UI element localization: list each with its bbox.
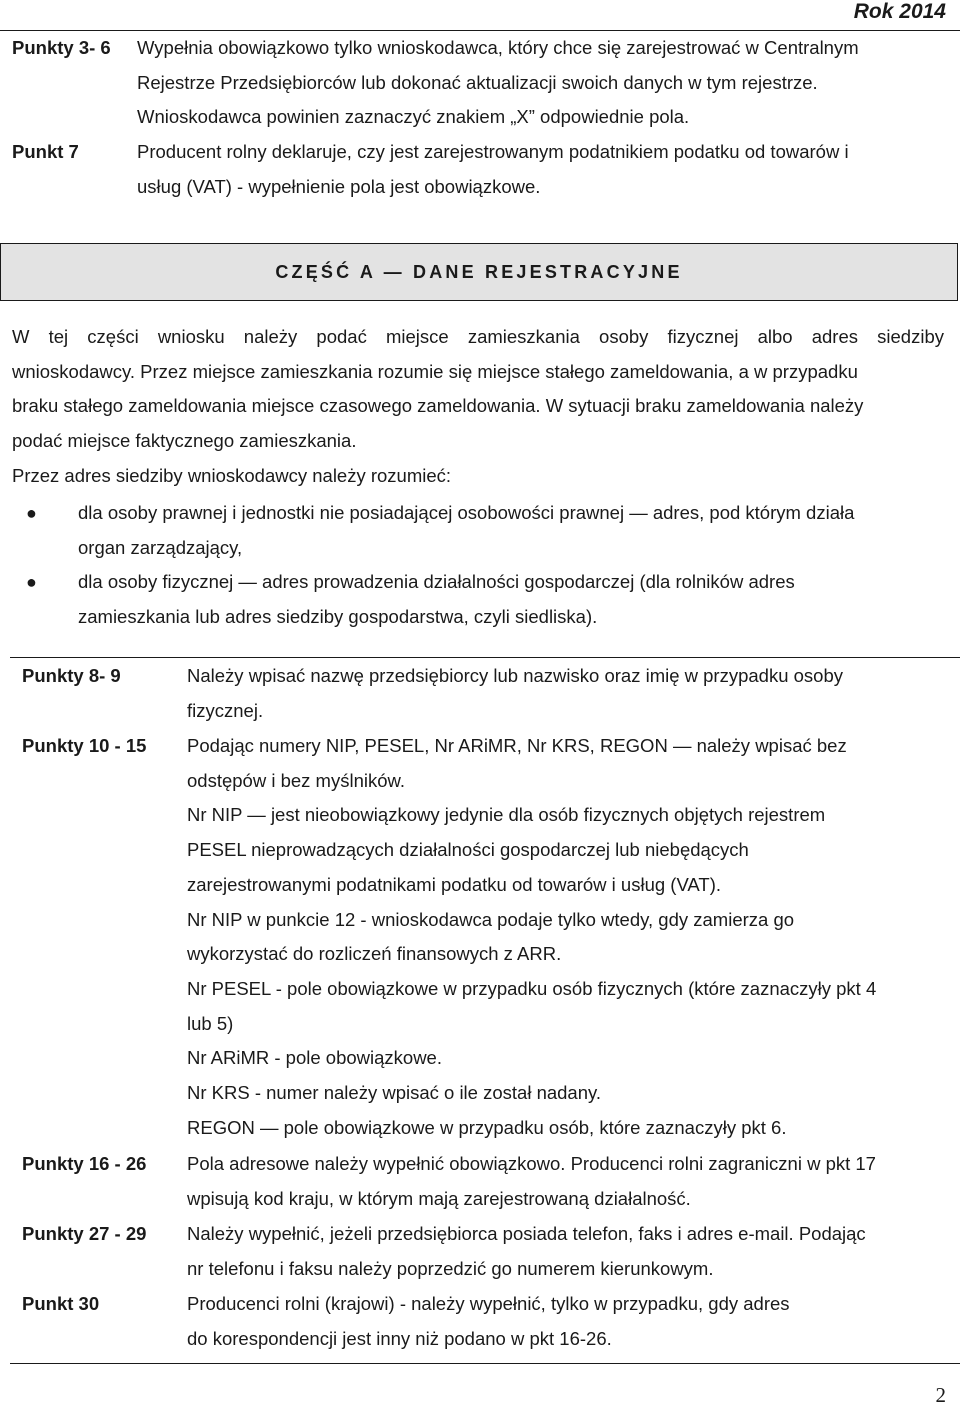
list-item (12, 565, 944, 634)
text-line: dla osoby fizycznej — adres prowadzenia działalności gospodarczej (dla rolników adres (78, 571, 795, 593)
text-line: podać miejsce faktycznego zamieszkania. (12, 430, 357, 452)
row-label: Punkty 27 - 29 (22, 1223, 147, 1244)
text-line: Pola adresowe należy wypełnić obowiązkowo. Producenci rolni zagraniczni w pkt 17 (187, 1153, 876, 1174)
text-line: REGON — pole obowiązkowe w przypadku osób, które zaznaczyły pkt 6. (187, 1116, 787, 1138)
text-line: Nr NIP w punkcie 12 - wnioskodawca podaje tylko wtedy, gdy zamierza go (187, 908, 795, 930)
text-line: fizycznej. (187, 699, 264, 721)
text-line: Podając numery NIP, PESEL, Nr ARiMR, Nr KRS, REGON — należy wpisać bez (187, 735, 847, 756)
row-text (187, 729, 941, 1145)
text-line: wpisują kod kraju, w którym mają zarejestrowaną działalność. (187, 1187, 691, 1209)
section-title: CZĘŚĆ A — DANE REJESTRACYJNE (275, 261, 683, 282)
text-line: wnioskodawcy. Przez miejsce zamieszkania rozumie się miejsce stałego zameldowania, a w przypadku (12, 360, 858, 382)
text-line: Producent rolny deklaruje, czy jest zarejestrowanym podatnikiem podatku od towarów i (137, 141, 849, 162)
text-line: nr telefonu i faksu należy poprzedzić go numerem kierunkowym. (187, 1257, 714, 1279)
text-line: organ zarządzający, (78, 536, 243, 558)
text-line: Wnioskodawca powinien zaznaczyć znakiem „X” odpowiednie pola. (137, 106, 690, 127)
page-number: 2 (935, 1383, 946, 1407)
row-label: Punkty 10 - 15 (22, 735, 147, 756)
bullet-icon: ● (26, 572, 37, 593)
row-text (137, 135, 941, 204)
text-line: dla osoby prawnej i jednostki nie posiadającej osobowości prawnej — adres, pod którym działa (78, 502, 855, 523)
text-line: PESEL nieprowadzących działalności gospodarczej lub niebędących (187, 839, 749, 861)
section-header-box (0, 243, 958, 301)
list-item (12, 496, 944, 565)
row-text (137, 31, 941, 135)
text-line: Nr PESEL - pole obowiązkowe w przypadku osób fizycznych (które zaznaczyły pkt 4 (187, 977, 877, 999)
text-line: Nr KRS - numer należy wpisać o ile został nadany. (187, 1082, 602, 1104)
text-line: Rejestrze Przedsiębiorców lub dokonać aktualizacji swoich danych w tym rejestrze. (137, 71, 818, 93)
row-label: Punkty 16 - 26 (22, 1153, 147, 1174)
text-line: Należy wypełnić, jeżeli przedsiębiorca posiada telefon, faks i adres e-mail. Podając (187, 1223, 866, 1244)
table-bottom-rule (10, 1363, 960, 1364)
text-line: wykorzystać do rozliczeń finansowych z ARR. (187, 943, 562, 965)
row-text (187, 1217, 941, 1286)
row-text (187, 1147, 941, 1216)
text-line: Nr NIP — jest nieobowiązkowy jedynie dla osób fizycznych objętych rejestrem (187, 804, 826, 826)
row-label: Punkt 30 (22, 1293, 100, 1314)
text-line: W tej części wniosku należy podać miejsce zamieszkania osoby fizycznej albo adres siedziby (12, 326, 944, 347)
bullet-icon: ● (26, 503, 37, 523)
row-text (187, 1287, 941, 1356)
row-label: Punkty 3- 6 (12, 37, 111, 58)
address-bullet-list (12, 496, 944, 635)
text-line: lub 5) (187, 1012, 234, 1034)
text-line: zamieszkania lub adres siedziby gospodarstwa, czyli siedliska). (78, 606, 598, 628)
text-line: usług (VAT) - wypełnienie pola jest obowiązkowe. (137, 175, 541, 197)
text-line: do korespondencji jest inny niż podano w pkt 16-26. (187, 1327, 612, 1349)
text-line: Producenci rolni (krajowi) - należy wypełnić, tylko w przypadku, gdy adres (187, 1293, 790, 1314)
row-label: Punkt 7 (12, 141, 79, 162)
text-line: Przez adres siedziby wnioskodawcy należy rozumieć: (12, 464, 452, 486)
text-line: zarejestrowanymi podatnikami podatku od towarów i usług (VAT). (187, 873, 721, 895)
document-year: Rok 2014 (853, 0, 946, 23)
row-label: Punkty 8- 9 (22, 665, 121, 686)
text-line: braku stałego zameldowania miejsce czasowego zameldowania. W sytuacji braku zameldowania należy (12, 395, 864, 417)
row-text (187, 659, 941, 728)
text-line: Wypełnia obowiązkowo tylko wnioskodawca, który chce się zarejestrować w Centralnym (137, 37, 859, 58)
intro-paragraph (12, 320, 944, 494)
text-line: odstępów i bez myślników. (187, 769, 405, 791)
text-line: Nr ARiMR - pole obowiązkowe. (187, 1047, 442, 1069)
text-line: Należy wpisać nazwę przedsiębiorcy lub nazwisko oraz imię w przypadku osoby (187, 665, 844, 686)
table-rule (10, 657, 960, 658)
